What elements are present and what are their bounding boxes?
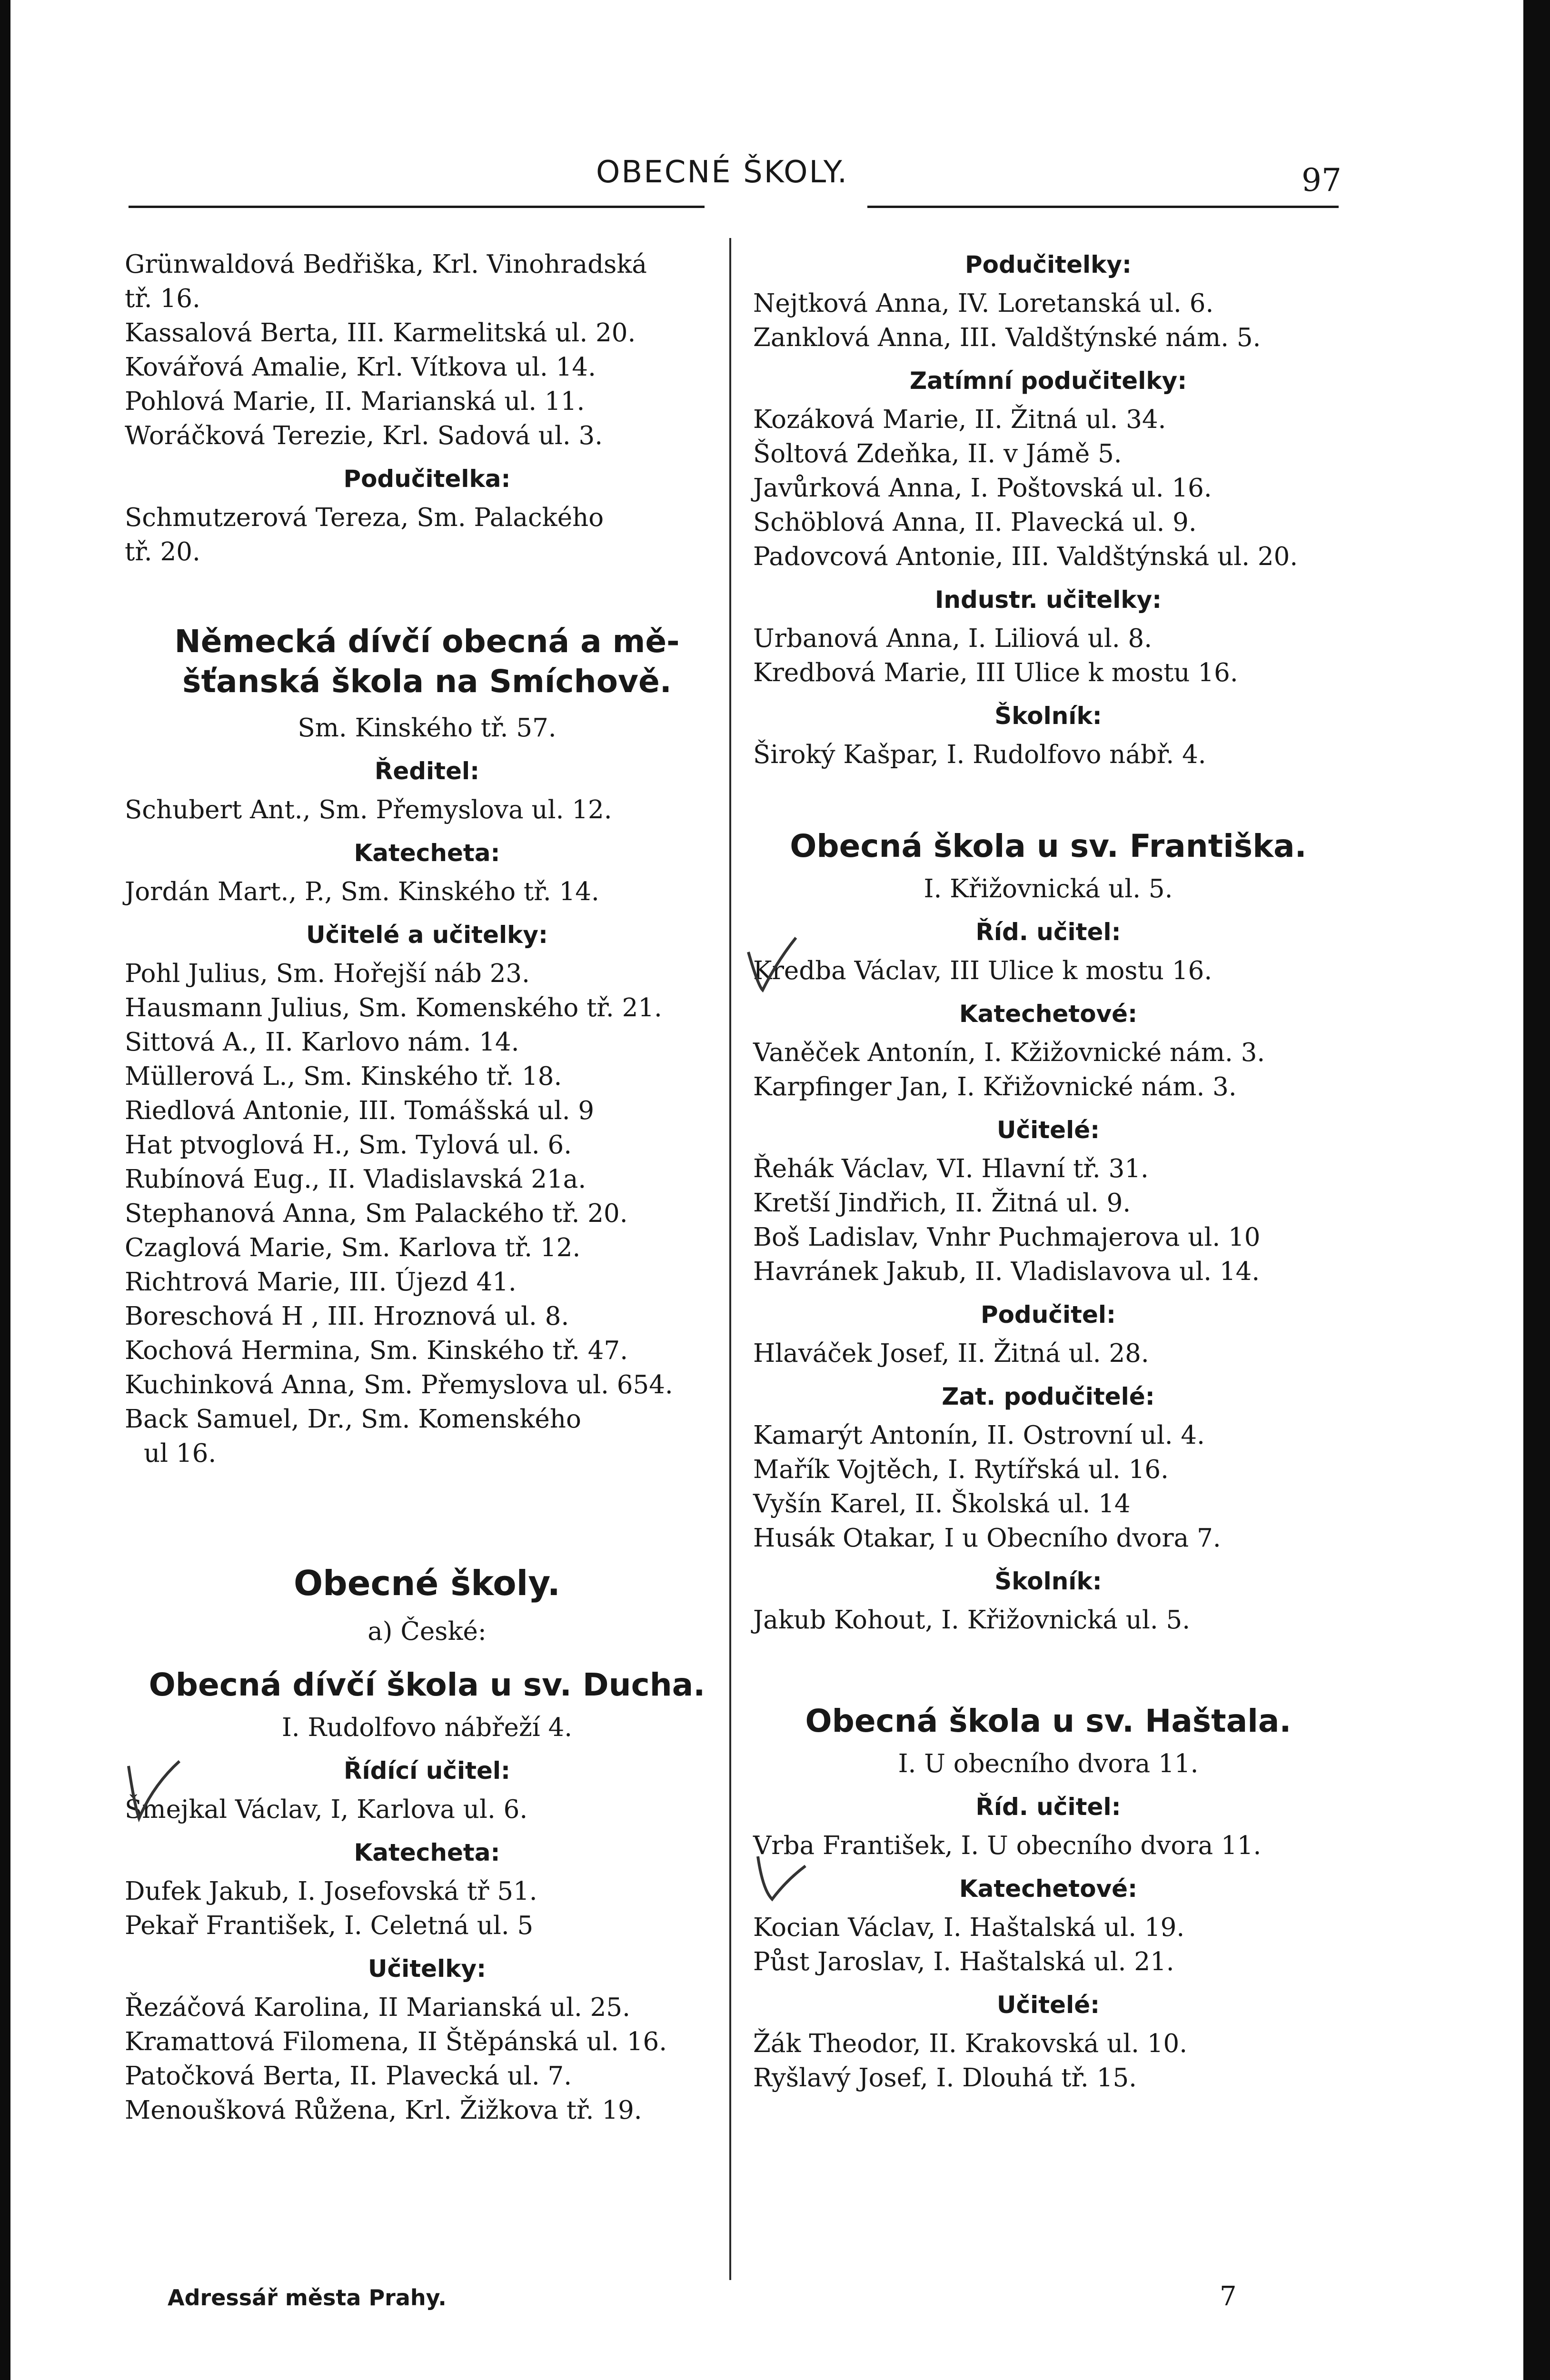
- list-item: Boš Ladislav, Vnhr Puchmajerova ul. 10: [753, 1223, 1261, 1252]
- heading-ucitelky: Učitelky:: [368, 1955, 487, 1983]
- right-column: [753, 248, 1343, 2095]
- heading-katecheta: Katecheta:: [354, 1839, 500, 1866]
- list-item: Müllerová L., Sm. Kinského tř. 18.: [125, 1062, 562, 1091]
- list-item: Kramattová Filomena, II Štěpánská ul. 16.: [125, 2027, 667, 2056]
- list-item: Kredba Václav, III Ulice k mostu 16.: [753, 956, 1212, 985]
- list-item: Kassalová Berta, III. Karmelitská ul. 20.: [125, 318, 636, 347]
- footer-signature-mark: 7: [1220, 2281, 1237, 2312]
- list-item: Schmutzerová Tereza, Sm. Palackého: [125, 503, 604, 532]
- list-item: Vyšín Karel, II. Školská ul. 14: [753, 1489, 1131, 1518]
- heading-rid-ucitel: Říd. učitel:: [975, 1793, 1121, 1821]
- page-number: 97: [1302, 162, 1341, 198]
- list-item: Ryšlavý Josef, I. Dlouhá tř. 15.: [753, 2063, 1137, 2092]
- list-item: Hat ptvoglová H., Sm. Tylová ul. 6.: [125, 1130, 572, 1160]
- list-item: Žák Theodor, II. Krakovská ul. 10.: [753, 2029, 1188, 2058]
- heading-zatimni-poducitelky: Zatímní podučitelky:: [909, 367, 1187, 395]
- german-school-title: [125, 622, 729, 702]
- pencil-check-mark-icon: [753, 1847, 810, 1914]
- list-item: Stephanová Anna, Sm Palackého tř. 20.: [125, 1199, 628, 1228]
- list-item: Menoušková Růžena, Krl. Žižkova tř. 19.: [125, 2096, 642, 2125]
- list-item: Šoltová Zdeňka, II. v Jámě 5.: [753, 439, 1122, 468]
- heading-skolnik: Školník:: [994, 1567, 1102, 1595]
- heading-poducitelky: Podučitelky:: [965, 251, 1132, 278]
- list-item: Půst Jaroslav, I. Haštalská ul. 21.: [753, 1947, 1174, 1976]
- list-item: Schubert Ant., Sm. Přemyslova ul. 12.: [125, 795, 612, 824]
- list-item: Pekař František, I. Celetná ul. 5: [125, 1911, 534, 1940]
- list-item: Kuchinková Anna, Sm. Přemyslova ul. 654.: [125, 1370, 673, 1399]
- list-item: Rubínová Eug., II. Vladislavská 21a.: [125, 1165, 586, 1194]
- list-item: Husák Otakar, I u Obecního dvora 7.: [753, 1524, 1221, 1553]
- school-title-sv-frantiska: Obecná škola u sv. Františka.: [790, 828, 1307, 864]
- list-item: Javůrková Anna, I. Poštovská ul. 16.: [753, 474, 1212, 503]
- heading-ucitele: Učitelé:: [996, 1116, 1100, 1144]
- heading-industr-ucitelky: Industr. učitelky:: [934, 586, 1162, 614]
- heading-poducitel: Podučitel:: [980, 1301, 1116, 1329]
- heading-rid-ucitel: Říd. učitel:: [975, 918, 1121, 946]
- list-item: Jordán Mart., P., Sm. Kinského tř. 14.: [125, 877, 599, 906]
- heading-ridici-ucitel: Řídící učitel:: [343, 1757, 511, 1785]
- school-address: Sm. Kinského tř. 57.: [298, 714, 556, 743]
- list-item: Kocian Václav, I. Haštalská ul. 19.: [753, 1913, 1185, 1942]
- heading-katechetove: Katechetové:: [959, 1000, 1138, 1028]
- section-title-obecne-skoly: Obecné školy.: [293, 1563, 561, 1603]
- list-item: Kozáková Marie, II. Žitná ul. 34.: [753, 405, 1166, 434]
- list-item: Hausmann Julius, Sm. Komenského tř. 21.: [125, 993, 662, 1022]
- list-item: Riedlová Antonie, III. Tomášská ul. 9: [125, 1096, 595, 1125]
- list-item: Kamarýt Antonín, II. Ostrovní ul. 4.: [753, 1421, 1205, 1450]
- list-item: Vrba František, I. U obecního dvora 11.: [753, 1831, 1262, 1860]
- heading-zat-poducitele: Zat. podučitelé:: [942, 1383, 1155, 1410]
- running-title: OBECNÉ ŠKOLY.: [596, 155, 849, 190]
- list-item: Kredbová Marie, III Ulice k mostu 16.: [753, 658, 1238, 687]
- list-item: Široký Kašpar, I. Rudolfovo nábř. 4.: [753, 740, 1206, 769]
- list-item: Šmejkal Václav, I, Karlova ul. 6.: [125, 1795, 528, 1824]
- list-item: Mařík Vojtěch, I. Rytířská ul. 16.: [753, 1455, 1169, 1484]
- scan-border-left: [0, 0, 10, 2380]
- title-line: šťanská škola na Smíchově.: [182, 663, 672, 700]
- list-item: Nejtková Anna, IV. Loretanská ul. 6.: [753, 289, 1214, 318]
- list-item: Řehák Václav, VI. Hlavní tř. 31.: [753, 1154, 1149, 1183]
- heading-ucitele: Učitelé a učitelky:: [306, 921, 548, 949]
- heading-katecheta: Katecheta:: [354, 839, 500, 867]
- section-subtitle: a) České:: [368, 1617, 487, 1646]
- list-item: Hlaváček Josef, II. Žitná ul. 28.: [753, 1339, 1149, 1368]
- scan-border-right: [1523, 0, 1550, 2380]
- heading-ucitele: Učitelé:: [996, 1991, 1100, 2019]
- footer-publication: Adressář města Prahy.: [168, 2285, 447, 2311]
- heading-reditel: Ředitel:: [374, 757, 480, 785]
- school-address: I. Křižovnická ul. 5.: [924, 874, 1173, 903]
- list-item: Vaněček Antonín, I. Kžižovnické nám. 3.: [753, 1038, 1265, 1067]
- list-item: Pohlová Marie, II. Marianská ul. 11.: [125, 387, 585, 416]
- school-title-sv-ducha: Obecná dívčí škola u sv. Ducha.: [149, 1666, 705, 1703]
- list-item: Jakub Kohout, I. Křižovnická ul. 5.: [753, 1606, 1191, 1635]
- header-rule-right: [867, 206, 1339, 208]
- list-item: Kovářová Amalie, Krl. Vítkova ul. 14.: [125, 353, 596, 382]
- list-item: Czaglová Marie, Sm. Karlova tř. 12.: [125, 1233, 581, 1262]
- list-item: Grünwaldová Bedřiška, Krl. Vinohradská: [125, 250, 647, 279]
- school-address: I. U obecního dvora 11.: [898, 1749, 1199, 1778]
- school-address: I. Rudolfovo nábřeží 4.: [281, 1713, 573, 1742]
- list-item: Dufek Jakub, I. Josefovská tř 51.: [125, 1877, 537, 1906]
- list-item: tř. 16.: [125, 284, 200, 313]
- list-item: Richtrová Marie, III. Újezd 41.: [125, 1268, 517, 1297]
- list-item: Pohl Julius, Sm. Hořejší náb 23.: [125, 959, 530, 988]
- list-item: Patočková Berta, II. Plavecká ul. 7.: [125, 2062, 572, 2091]
- heading-skolnik: Školník:: [994, 702, 1102, 730]
- column-divider: [729, 238, 731, 2280]
- intro-list: [125, 248, 729, 453]
- heading-poducitelka: Podučitelka:: [343, 465, 511, 493]
- list-item: Kochová Hermina, Sm. Kinského tř. 47.: [125, 1336, 628, 1365]
- title-line: Německá dívčí obecná a mě-: [174, 623, 680, 660]
- heading-katechetove: Katechetové:: [959, 1875, 1138, 1903]
- list-item: Back Samuel, Dr., Sm. Komenského: [125, 1405, 581, 1434]
- list-item: Woráčková Terezie, Krl. Sadová ul. 3.: [125, 421, 603, 450]
- school-title-sv-hastala: Obecná škola u sv. Haštala.: [805, 1703, 1292, 1739]
- list-item: Řezáčová Karolina, II Marianská ul. 25.: [125, 1993, 630, 2022]
- book-page: [10, 0, 1543, 2380]
- list-item: Boreschová H , III. Hroznová ul. 8.: [125, 1302, 569, 1331]
- list-item: Urbanová Anna, I. Liliová ul. 8.: [753, 624, 1153, 653]
- pencil-check-mark-icon: [125, 1756, 182, 1828]
- left-column: [125, 248, 729, 2128]
- list-item: Kretší Jindřich, II. Žitná ul. 9.: [753, 1189, 1131, 1218]
- list-item: Karpfinger Jan, I. Křižovnické nám. 3.: [753, 1072, 1237, 1101]
- list-item: Zanklová Anna, III. Valdštýnské nám. 5.: [753, 323, 1261, 352]
- list-item: ul 16.: [144, 1439, 217, 1468]
- header-rule-left: [129, 206, 705, 208]
- list-item: Havránek Jakub, II. Vladislavova ul. 14.: [753, 1257, 1260, 1286]
- list-item: Padovcová Antonie, III. Valdštýnská ul. 20.: [753, 542, 1298, 571]
- list-item: Sittová A., II. Karlovo nám. 14.: [125, 1028, 519, 1057]
- list-item: tř. 20.: [125, 537, 200, 566]
- list-item: Schöblová Anna, II. Plavecká ul. 9.: [753, 508, 1197, 537]
- pencil-check-mark-icon: [744, 933, 801, 1000]
